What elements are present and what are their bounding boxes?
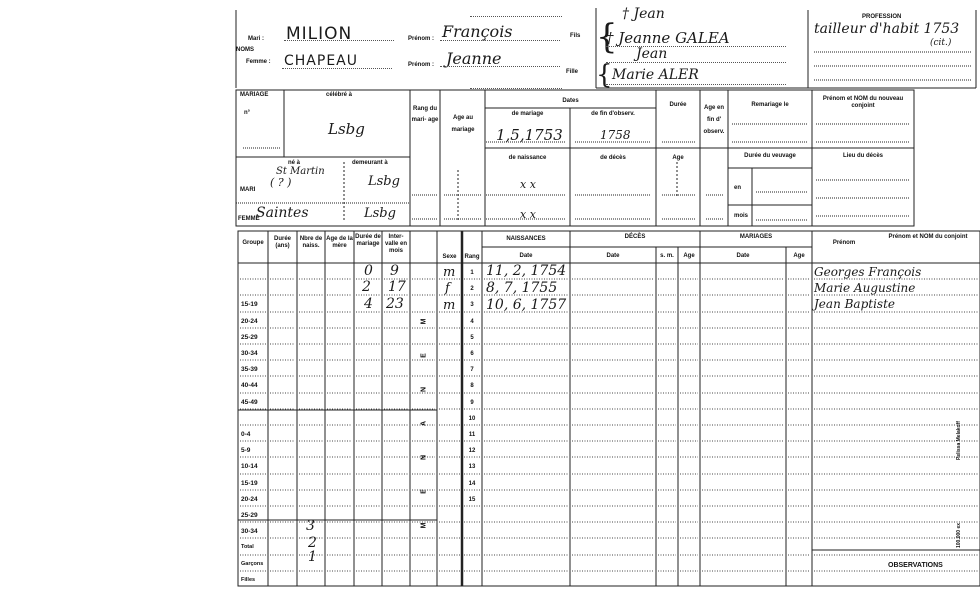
child-2-sexe: f: [445, 281, 450, 296]
hdr-deces: DÉCÈS: [624, 234, 646, 240]
child-2-intervalle: 17: [388, 279, 406, 295]
profession-label: PROFESSION: [862, 14, 902, 20]
en-label: en: [734, 185, 742, 191]
group-label: 35-39: [241, 366, 258, 374]
duree-label: Durée: [669, 102, 687, 108]
group-label: Total: [241, 544, 254, 551]
duree-veuvage-label: Durée du veuvage: [744, 153, 796, 159]
label-fils: Fils: [570, 33, 581, 39]
date-mariage-label: de mariage: [511, 111, 544, 117]
rang-number: 1: [470, 270, 474, 276]
mari-surname: MILION: [286, 24, 353, 44]
age-fin-label: Age en fin d' observ.: [703, 105, 725, 135]
rang-number: 3: [470, 302, 474, 309]
child-1-date: 11, 2, 1754: [486, 263, 567, 279]
rang-number: 8: [470, 383, 474, 390]
child-2-date: 8, 7, 1755: [486, 280, 558, 296]
rang-number: 2: [470, 286, 474, 293]
date-fin-label: de fin d'observ.: [591, 111, 635, 117]
femme-prenom: Jeanne: [446, 49, 502, 68]
mother-wife-line: [606, 84, 786, 85]
hdr-prenom: Prénom: [832, 240, 856, 246]
print-run: 100.000 ex: [956, 522, 962, 548]
femme-demeurant: Lsbg: [364, 206, 396, 221]
femme-label: FEMME: [238, 216, 260, 222]
rang-number: 9: [470, 399, 474, 406]
hdr-age-mere: Age de la mère: [326, 236, 353, 249]
rang-number: 6: [470, 351, 474, 357]
lieu-deces-label: Lieu du décès: [842, 153, 883, 159]
mari-demeurant: Lsbg: [368, 174, 400, 189]
side-letter: N: [420, 386, 428, 393]
mother-wife: Marie ALER: [612, 67, 699, 83]
mari-ne-a-paren: ( ? ): [270, 176, 292, 189]
father-wife: Jean: [636, 46, 668, 62]
child-2-prenom: Marie Augustine: [814, 281, 916, 295]
label-prenom-mari: Prénom :: [408, 36, 435, 42]
father-husband: † Jean: [622, 6, 665, 22]
group-label: 25-29: [241, 333, 258, 341]
child-3-date: 10, 6, 1757: [486, 297, 567, 313]
header-top-line: [470, 16, 562, 17]
hdr-mariage-date: Date: [736, 253, 750, 259]
mari-naissance: x x: [520, 178, 536, 191]
header-bottom-line: [470, 88, 562, 89]
side-letter: E: [420, 353, 428, 358]
group-label: 15-19: [241, 479, 258, 487]
father-wife-line: [606, 62, 786, 63]
hdr-groupe: Groupe: [242, 240, 264, 246]
group-label: 30-34: [241, 350, 258, 357]
side-letter: M: [420, 318, 428, 325]
hdr-mariage-age: Age: [793, 253, 805, 259]
garcons-value: 2: [308, 535, 317, 551]
label-mari: Mari :: [248, 36, 265, 42]
rang-label: Rang du mari- age: [411, 106, 439, 123]
naissance-label: de naissance: [508, 155, 547, 161]
side-letter: E: [420, 489, 428, 494]
printer-name: Pelissa Melakoff: [956, 421, 962, 460]
side-letter: M: [420, 522, 428, 529]
child-1-sexe: m: [443, 265, 456, 280]
hdr-prenom-nom-conjoint: Prénom et NOM du conjoint: [888, 234, 968, 240]
group-label: 20-24: [241, 317, 258, 325]
rang-number: 14: [468, 480, 476, 487]
child-3-prenom: Jean Baptiste: [814, 297, 896, 311]
femme-ne-a: Saintes: [256, 205, 309, 221]
rang-number: 10: [468, 415, 476, 422]
fils-bracket: {: [596, 17, 618, 57]
rang-number: 4: [470, 318, 474, 325]
femme-surname: CHAPEAU: [284, 53, 358, 69]
demeurant-label: demeurant à: [352, 160, 388, 166]
group-label: Filles: [241, 576, 256, 583]
hdr-deces-date: Date: [606, 253, 620, 259]
side-letter: A: [420, 420, 428, 427]
fille-bracket: {: [596, 60, 613, 90]
celebre-label: célébré à: [326, 92, 353, 98]
group-label: 40-44: [241, 382, 258, 390]
child-1-duree: 0: [364, 263, 373, 279]
mois-label: mois: [734, 213, 749, 219]
mari-ne-a: St Martin: [276, 166, 325, 177]
deces-label: de décès: [600, 155, 626, 161]
remariage-label: Remariage le: [751, 102, 789, 108]
profession-note: (cit.): [930, 38, 952, 48]
mariage-place: Lsbg: [328, 120, 365, 138]
mari-prenom-line: [440, 40, 560, 41]
femme-prenom-line: [440, 66, 560, 67]
femme-naissance: x x: [520, 208, 536, 221]
hdr-nbre-naiss: Nbre de naiss.: [299, 236, 323, 249]
group-label: 5-9: [241, 447, 251, 455]
ne-a-label: né à: [288, 160, 301, 166]
group-label: 15-19: [241, 301, 258, 309]
mother-husband-line: [606, 46, 786, 47]
mari-prenom: François: [442, 22, 513, 41]
group-label: 25-29: [241, 512, 258, 519]
group-label: 0-4: [241, 431, 251, 438]
age-mariage-label: Age au mariage: [451, 115, 475, 133]
group-label: 20-24: [241, 495, 258, 503]
no-label: n°: [244, 110, 251, 116]
group-label: 10-14: [241, 463, 258, 471]
child-3-sexe: m: [443, 298, 456, 313]
mari-surname-line: [284, 40, 394, 41]
date-fin-value: 1758: [600, 128, 631, 142]
child-3-duree: 4: [364, 296, 373, 312]
child-1-intervalle: 9: [390, 263, 399, 279]
hdr-naissance-date: Date: [519, 253, 533, 259]
hdr-deces-age: Age: [683, 253, 695, 259]
label-fille: Fille: [566, 69, 579, 75]
filles-value: 1: [308, 549, 317, 565]
child-2-duree: 2: [362, 279, 371, 295]
observations-label: OBSERVATIONS: [888, 562, 943, 569]
mari-label: MARI: [240, 187, 256, 193]
hdr-duree-mariage: Durée de mariage: [355, 234, 381, 247]
label-noms: NOMS: [236, 47, 254, 53]
mother-husband: † Jeanne GALEA: [606, 29, 730, 47]
profession-value: tailleur d'habit 1753: [814, 21, 960, 37]
group-label: 45-49: [241, 398, 258, 406]
mariage-label: MARIAGE: [240, 92, 269, 98]
hdr-rang: Rang: [464, 254, 480, 260]
group-label: 30-34: [241, 528, 258, 536]
rang-number: 5: [470, 334, 474, 341]
child-3-intervalle: 23: [386, 296, 404, 312]
group-label: Garçons: [241, 560, 264, 567]
total-value: 3: [306, 518, 315, 534]
nouveau-conjoint-label: Prénom et NOM du nouveau conjoint: [822, 96, 904, 109]
rang-number: 13: [468, 464, 476, 471]
date-mariage-value: 1,5,1753: [496, 126, 563, 144]
rang-number: 12: [468, 448, 476, 455]
child-1-prenom: Georges François: [814, 265, 922, 279]
rang-number: 15: [468, 496, 476, 503]
hdr-mariages: MARIAGES: [739, 234, 773, 240]
hdr-sexe: Sexe: [442, 254, 457, 260]
hdr-naissances: NAISSANCES: [506, 236, 546, 242]
rang-number: 7: [470, 367, 474, 374]
hdr-duree-ans: Durée (ans): [273, 236, 291, 249]
label-prenom-femme: Prénom :: [408, 62, 435, 68]
femme-surname-line: [282, 68, 392, 69]
rang-number: 11: [468, 432, 476, 438]
age-col-label: Age: [672, 155, 684, 161]
hdr-intervalle: Inter- valle en mois: [384, 234, 407, 254]
label-femme: Femme :: [246, 59, 271, 65]
hdr-sm: s. m.: [660, 253, 674, 259]
side-letter: N: [420, 454, 428, 461]
dates-label: Dates: [562, 98, 579, 104]
